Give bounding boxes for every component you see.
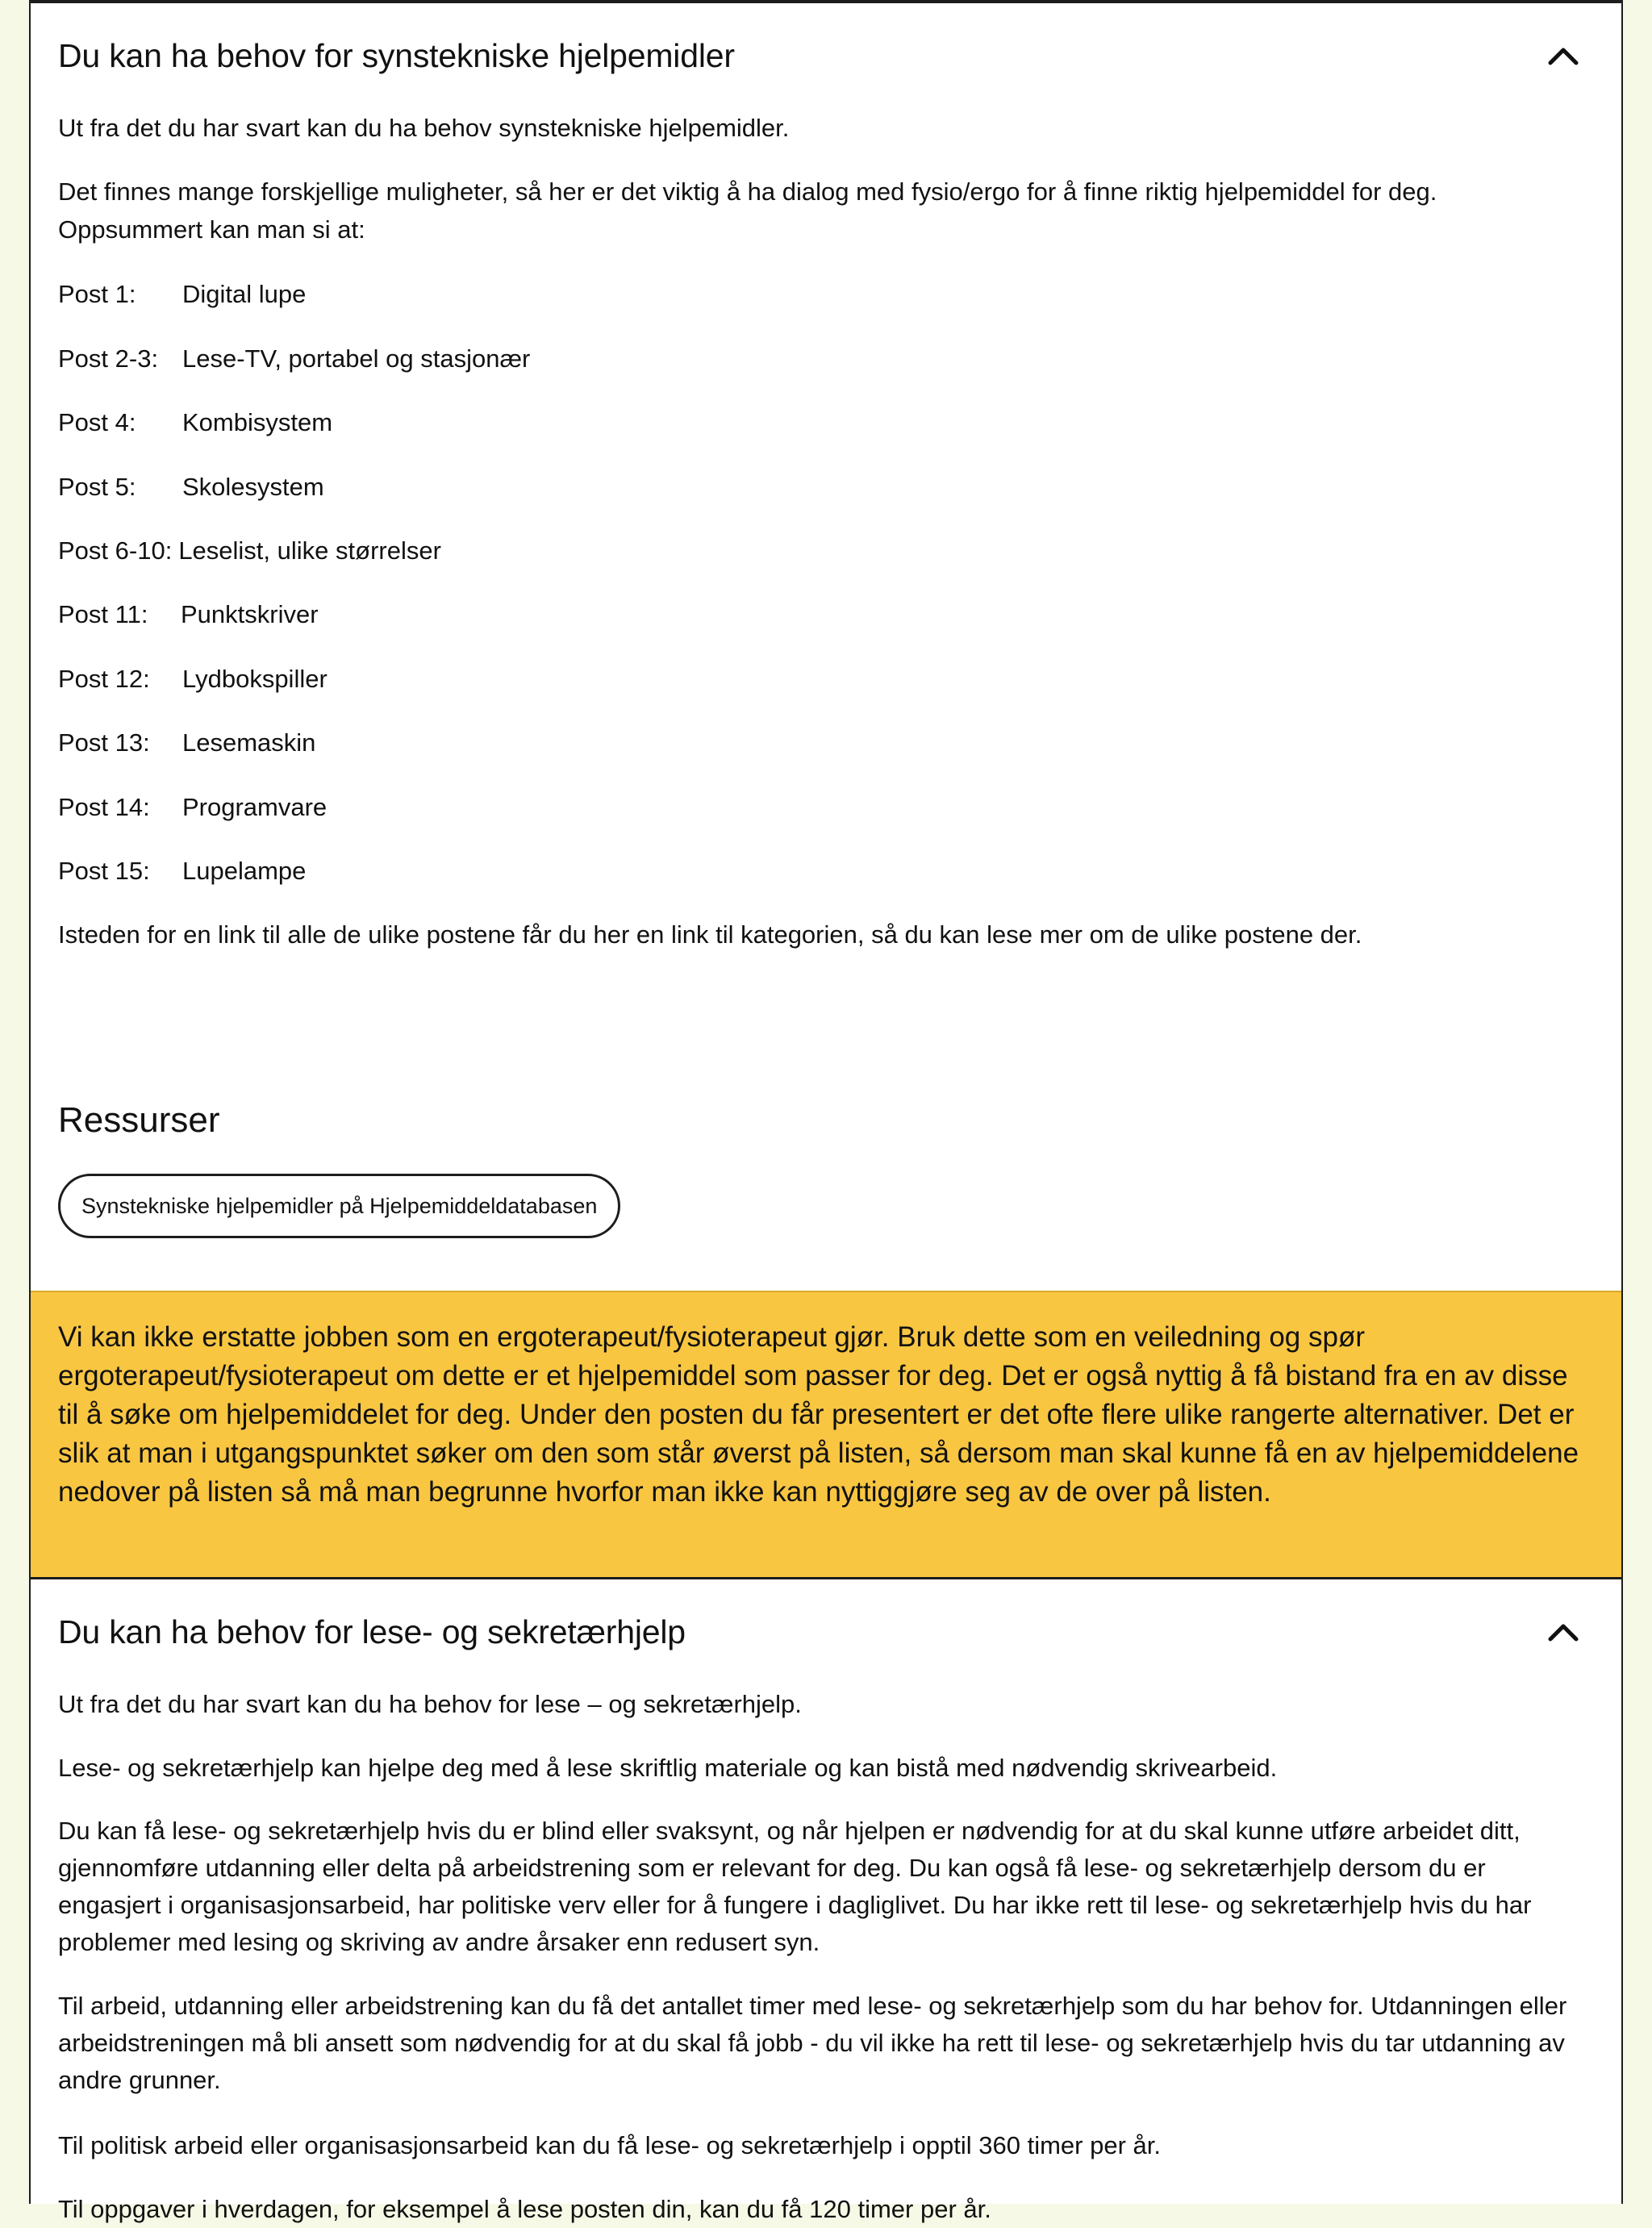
accordion-header-lese-sekretaer[interactable]	[58, 1604, 1594, 1660]
post-value: Skolesystem	[182, 473, 324, 501]
paragraph: Til oppgaver i hverdagen, for eksempel å lese posten din, kan du få 120 timer per år.	[58, 2195, 991, 2223]
paragraph: Lese- og sekretærhjelp kan hjelpe deg med å lese skriftlig materiale og kan bistå med nødvendig skrivearbeid.	[58, 1754, 1278, 1782]
post-row	[31, 469, 1621, 506]
post-row	[31, 340, 1621, 378]
post-row	[31, 661, 1621, 698]
paragraph: Ut fra det du har svart kan du ha behov for lese – og sekretærhjelp.	[58, 1690, 802, 1718]
paragraph: Til politisk arbeid eller organisasjonsarbeid kan du få lese- og sekretærhjelp i opptil 360 timer per år.	[58, 2131, 1161, 2159]
post-value: Lese-TV, portabel og stasjonær	[182, 344, 531, 373]
accordion-synstekniske	[31, 27, 1621, 84]
post-value: Lupelampe	[182, 857, 307, 885]
desc-line-1: Det finnes mange forskjellige muligheter, så her er det viktig å ha dialog med fysio/ergo for å finne riktig hjelpemiddel for deg.	[58, 177, 1437, 206]
post-row	[31, 404, 1621, 441]
accordion-lese-sekretaer	[31, 1604, 1621, 1660]
post-value: Programvare	[182, 793, 327, 821]
accordion-title: Du kan ha behov for lese- og sekretærhjelp	[58, 1613, 686, 1650]
hjelpemiddeldatabasen-link[interactable]: Synstekniske hjelpemidler på Hjelpemiddeldatabasen	[58, 1174, 620, 1238]
accordion-header-synstekniske[interactable]	[58, 27, 1594, 84]
paragraph: Du kan få lese- og sekretærhjelp hvis du er blind eller svaksynt, og når hjelpen er nødvendig for at du skal kunne utføre arbeidet ditt, gjennomføre utdanning eller delta på arbeidstrening som er relevant for deg. Du kan også få lese- og sekretærhjelp dersom du er engasjert i organisasjonsarbeid, har politiske verv eller for å fungere i dagliglivet. Du har ikke rett til lese- og sekretærhjelp hvis du har problemer med lesing og skriving av andre årsaker enn redusert syn.	[58, 1817, 1532, 1956]
post-key: Post 5:	[58, 473, 136, 501]
intro-text: Ut fra det du har svart kan du ha behov synstekniske hjelpemidler.	[58, 114, 790, 142]
post-row	[31, 276, 1621, 313]
post-row	[31, 724, 1621, 761]
resources-heading: Ressurser	[58, 1100, 220, 1140]
post-value: Kombisystem	[182, 408, 333, 436]
post-value: Punktskriver	[181, 600, 319, 628]
post-value: Lesemaskin	[182, 728, 316, 757]
post-key: Post 2-3:	[58, 344, 159, 373]
accordion-title: Du kan ha behov for synstekniske hjelpemidler	[58, 36, 735, 74]
post-key: Post 14:	[58, 793, 150, 821]
warning-text: Vi kan ikke erstatte jobben som en ergoterapeut/fysioterapeut gjør. Bruk dette som en veiledning og spør ergoterapeut/fysioterapeut om dette er et hjelpemiddel som passer for deg. Det er også nyttig å få bistand fra en av disse til å søke om hjelpemiddelet for deg. Under den posten du får presentert er det ofte flere ulike rangerte alternativer. Det er slik at man i utgangspunktet søker om den som står øverst på listen, så dersom man skal kunne få en av hjelpemiddelene nedover på listen så må man begrunne hvorfor man ikke kan nyttiggjøre seg av de over på listen.	[58, 1321, 1579, 1508]
desc-line-2: Oppsummert kan man si at:	[58, 215, 365, 244]
outro-text: Isteden for en link til alle de ulike postene får du her en link til kategorien, så du kan lese mer om de ulike postene der.	[58, 920, 1362, 949]
resources-list	[31, 1174, 1621, 1238]
post-row	[31, 853, 1621, 890]
post-value: Lydbokspiller	[182, 665, 327, 693]
content-frame	[29, 0, 1623, 2223]
post-key: Post 1:	[58, 280, 136, 308]
chevron-up-icon[interactable]	[1546, 38, 1581, 73]
post-row	[31, 532, 1621, 570]
post-value: Leselist, ulike størrelser	[178, 536, 441, 565]
paragraph: Til arbeid, utdanning eller arbeidstrening kan du få det antallet timer med lese- og sekretærhjelp som du har behov for. Utdanningen eller arbeidstreningen må bli ansett som nødvendig for at du skal få jobb - du vil ikke ha rett til lese- og sekretærhjelp hvis du tar utdanning av andre grunner.	[58, 1992, 1567, 2094]
post-key: Post 11:	[58, 600, 148, 628]
post-key: Post 13:	[58, 728, 150, 757]
chevron-up-icon[interactable]	[1546, 1614, 1581, 1650]
warning-box	[31, 1291, 1621, 1579]
post-key: Post 15:	[58, 857, 150, 885]
post-row	[31, 789, 1621, 826]
post-value: Digital lupe	[182, 280, 307, 308]
post-key: Post 6-10:	[58, 536, 173, 565]
top-divider	[31, 0, 1621, 3]
post-key: Post 12:	[58, 665, 150, 693]
post-row	[31, 596, 1621, 633]
post-key: Post 4:	[58, 408, 136, 436]
